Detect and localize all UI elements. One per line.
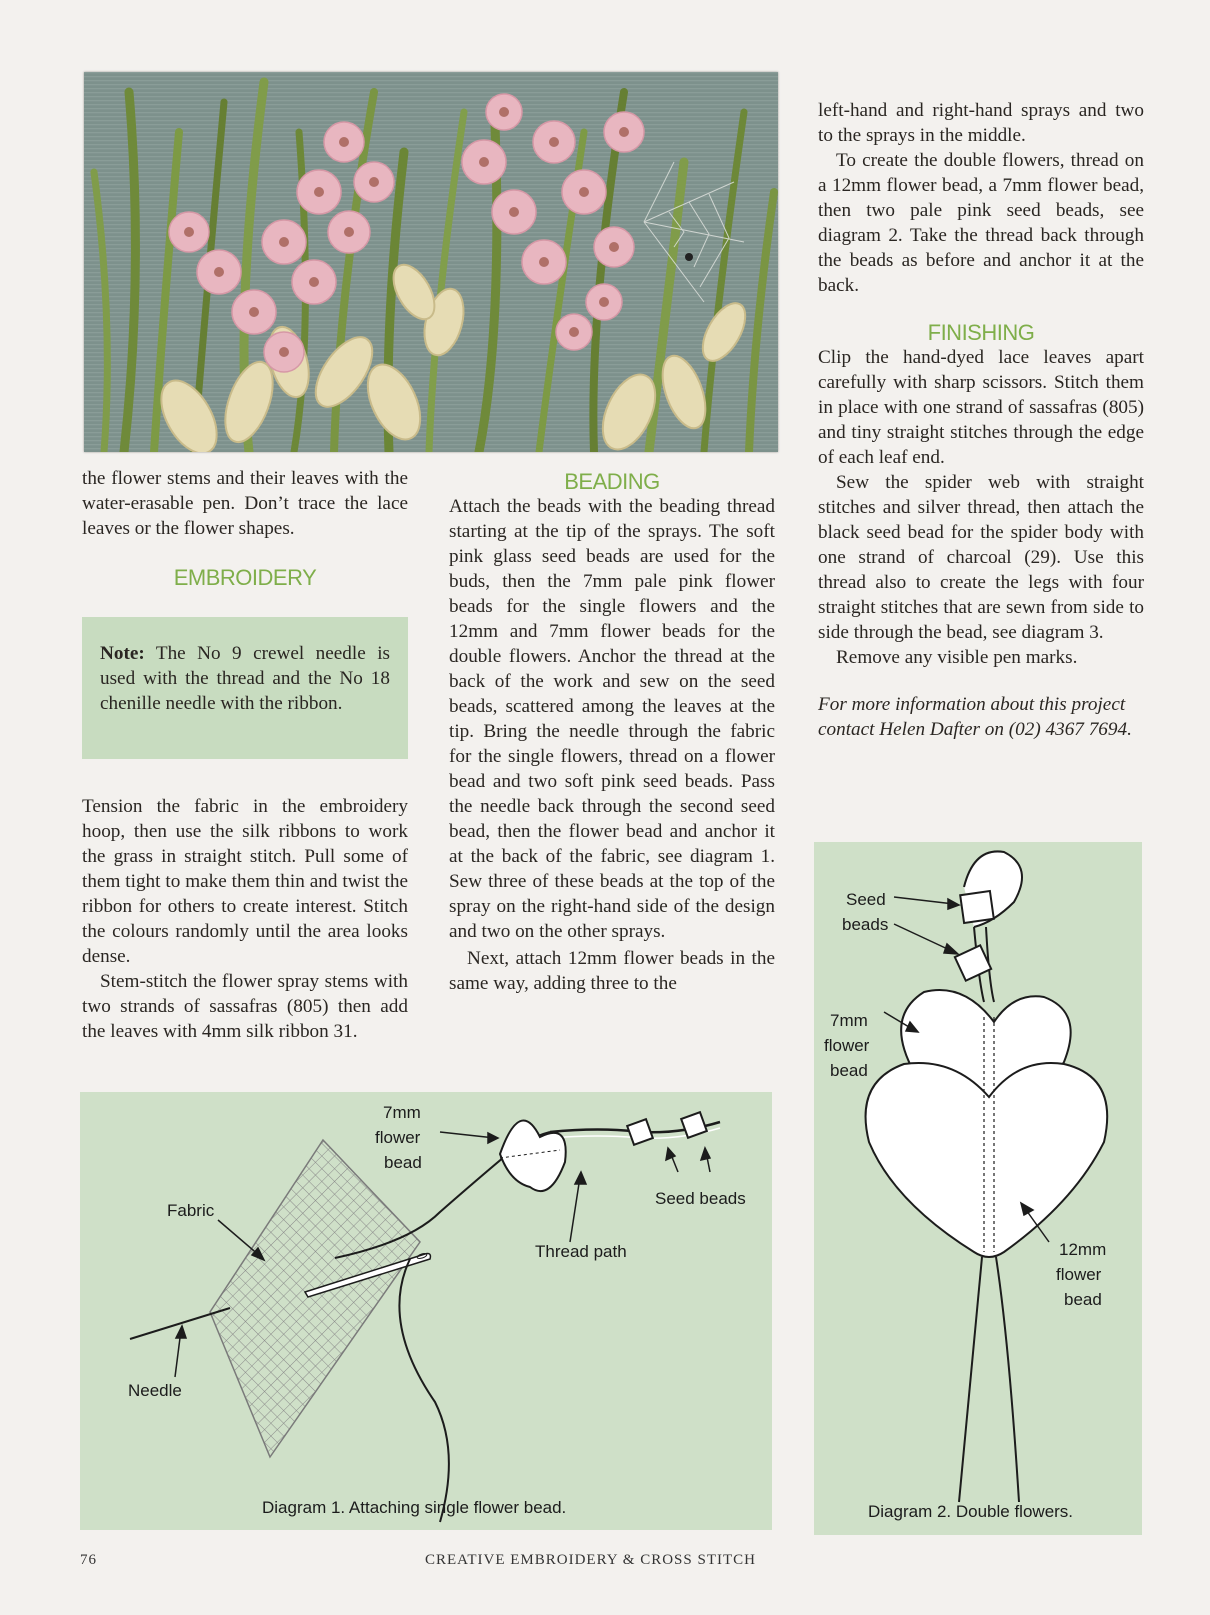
embroidery-paragraph-1: Tension the fabric in the embroidery hoop, then use the silk ribbons to work the grass in straight stitch. Pull some of them tight to make them thin and twist the ribbon for others to create interest. Stitch the colours randomly until the area looks dense.: [82, 796, 408, 967]
contact-info: For more information about this project contact Helen Dafter on (02) 4367 7694.: [818, 694, 1132, 740]
note-label: Note:: [100, 643, 145, 664]
diagram1-label-flower: flower: [375, 1128, 421, 1147]
embroidery-photo: [84, 72, 778, 452]
diagram1-label-needle: Needle: [128, 1381, 182, 1400]
diagram2-label-beads: beads: [842, 915, 889, 934]
right-column: [818, 98, 1144, 742]
magazine-title: CREATIVE EMBROIDERY & CROSS STITCH: [425, 1552, 756, 1568]
note-text: The No 9 crewel needle is used with the thread and the No 18 chenille needle with the ribbon.: [100, 643, 390, 714]
diagram2-label-12mm: 12mm: [1059, 1240, 1107, 1259]
diagram1-label-7mm: 7mm: [383, 1103, 421, 1122]
diagram2-caption: Diagram 2. Double flowers.: [868, 1502, 1074, 1521]
diagram1-label-thread-path: Thread path: [535, 1242, 627, 1261]
finishing-paragraph-2: Sew the spider web with straight stitches and silver thread, then attach the black seed bead for the spider body with one strand of charcoal (29). Use this thread also to create the legs with four straight stitches that are sewn from side to side through the bead, see diagram 3.: [818, 472, 1144, 643]
diagram-1: [80, 1092, 772, 1530]
left-column-top: [82, 466, 408, 590]
double-flowers-paragraph: To create the double flowers, thread on a 12mm flower bead, a 7mm flower bead, then two pale pink seed beads, see diagram 2. Take the thread back through the beads as before and anchor it at the back.: [818, 150, 1144, 296]
intro-paragraph: the flower stems and their leaves with the water-erasable pen. Don’t trace the lace leaves or the flower shapes.: [82, 468, 408, 539]
diagram2-label-12mm-bead: bead: [1064, 1290, 1102, 1309]
diagram2-label-7mm-bead: bead: [830, 1061, 868, 1080]
beading-paragraph-1: Attach the beads with the beading thread starting at the tip of the sprays. The soft pink glass seed beads are used for the buds, then the 7mm pale pink flower beads for the single flowers and the 12mm and 7mm flower beads for the double flowers. Anchor the thread at the back of the work and sew on the seed beads, scattered among the leaves at the tip. Bring the needle through the fabric for the single flowers, thread on a flower bead and two soft pink seed beads. Pass the needle back through the second seed bead, then the flower bead and anchor it at the back of the fabric, see diagram 1. Sew three of these beads at the top of the spray on the right-hand side of the design and two on the other sprays.: [449, 496, 775, 942]
diagram-2: [814, 842, 1142, 1535]
continued-paragraph: left-hand and right-hand sprays and two to the sprays in the middle.: [818, 100, 1144, 146]
diagram2-label-7mm-flower: flower: [824, 1036, 870, 1055]
finishing-paragraph-3: Remove any visible pen marks.: [836, 647, 1078, 668]
fabric-mesh: [210, 1140, 420, 1457]
beading-paragraph-2: Next, attach 12mm flower beads in the same way, adding three to the: [449, 948, 775, 994]
finishing-paragraph-1: Clip the hand-dyed lace leaves apart carefully with sharp scissors. Stitch them in place with one strand of sassafras (805) and tiny straight stitches through the edge of each leaf end.: [818, 347, 1144, 468]
diagram1-label-bead: bead: [384, 1153, 422, 1172]
beading-heading: BEADING: [564, 469, 660, 494]
diagram1-caption: Diagram 1. Attaching single flower bead.: [262, 1498, 567, 1517]
note-box: [82, 617, 408, 759]
embroidery-heading: EMBROIDERY: [173, 565, 317, 590]
diagram2-label-12mm-flower: flower: [1056, 1265, 1102, 1284]
diagram2-label-7mm: 7mm: [830, 1011, 868, 1030]
diagram1-label-fabric: Fabric: [167, 1201, 215, 1220]
middle-column: [449, 469, 775, 996]
finishing-heading: FINISHING: [927, 320, 1035, 345]
page-number: 76: [80, 1552, 97, 1568]
embroidery-paragraph-2: Stem-stitch the flower spray stems with two strands of sassafras (805) then add the leaves with 4mm silk ribbon 31.: [82, 971, 408, 1042]
diagram1-label-seed-beads: Seed beads: [655, 1189, 746, 1208]
diagram2-label-seed: Seed: [846, 890, 886, 909]
left-column-bottom: [82, 794, 408, 1044]
